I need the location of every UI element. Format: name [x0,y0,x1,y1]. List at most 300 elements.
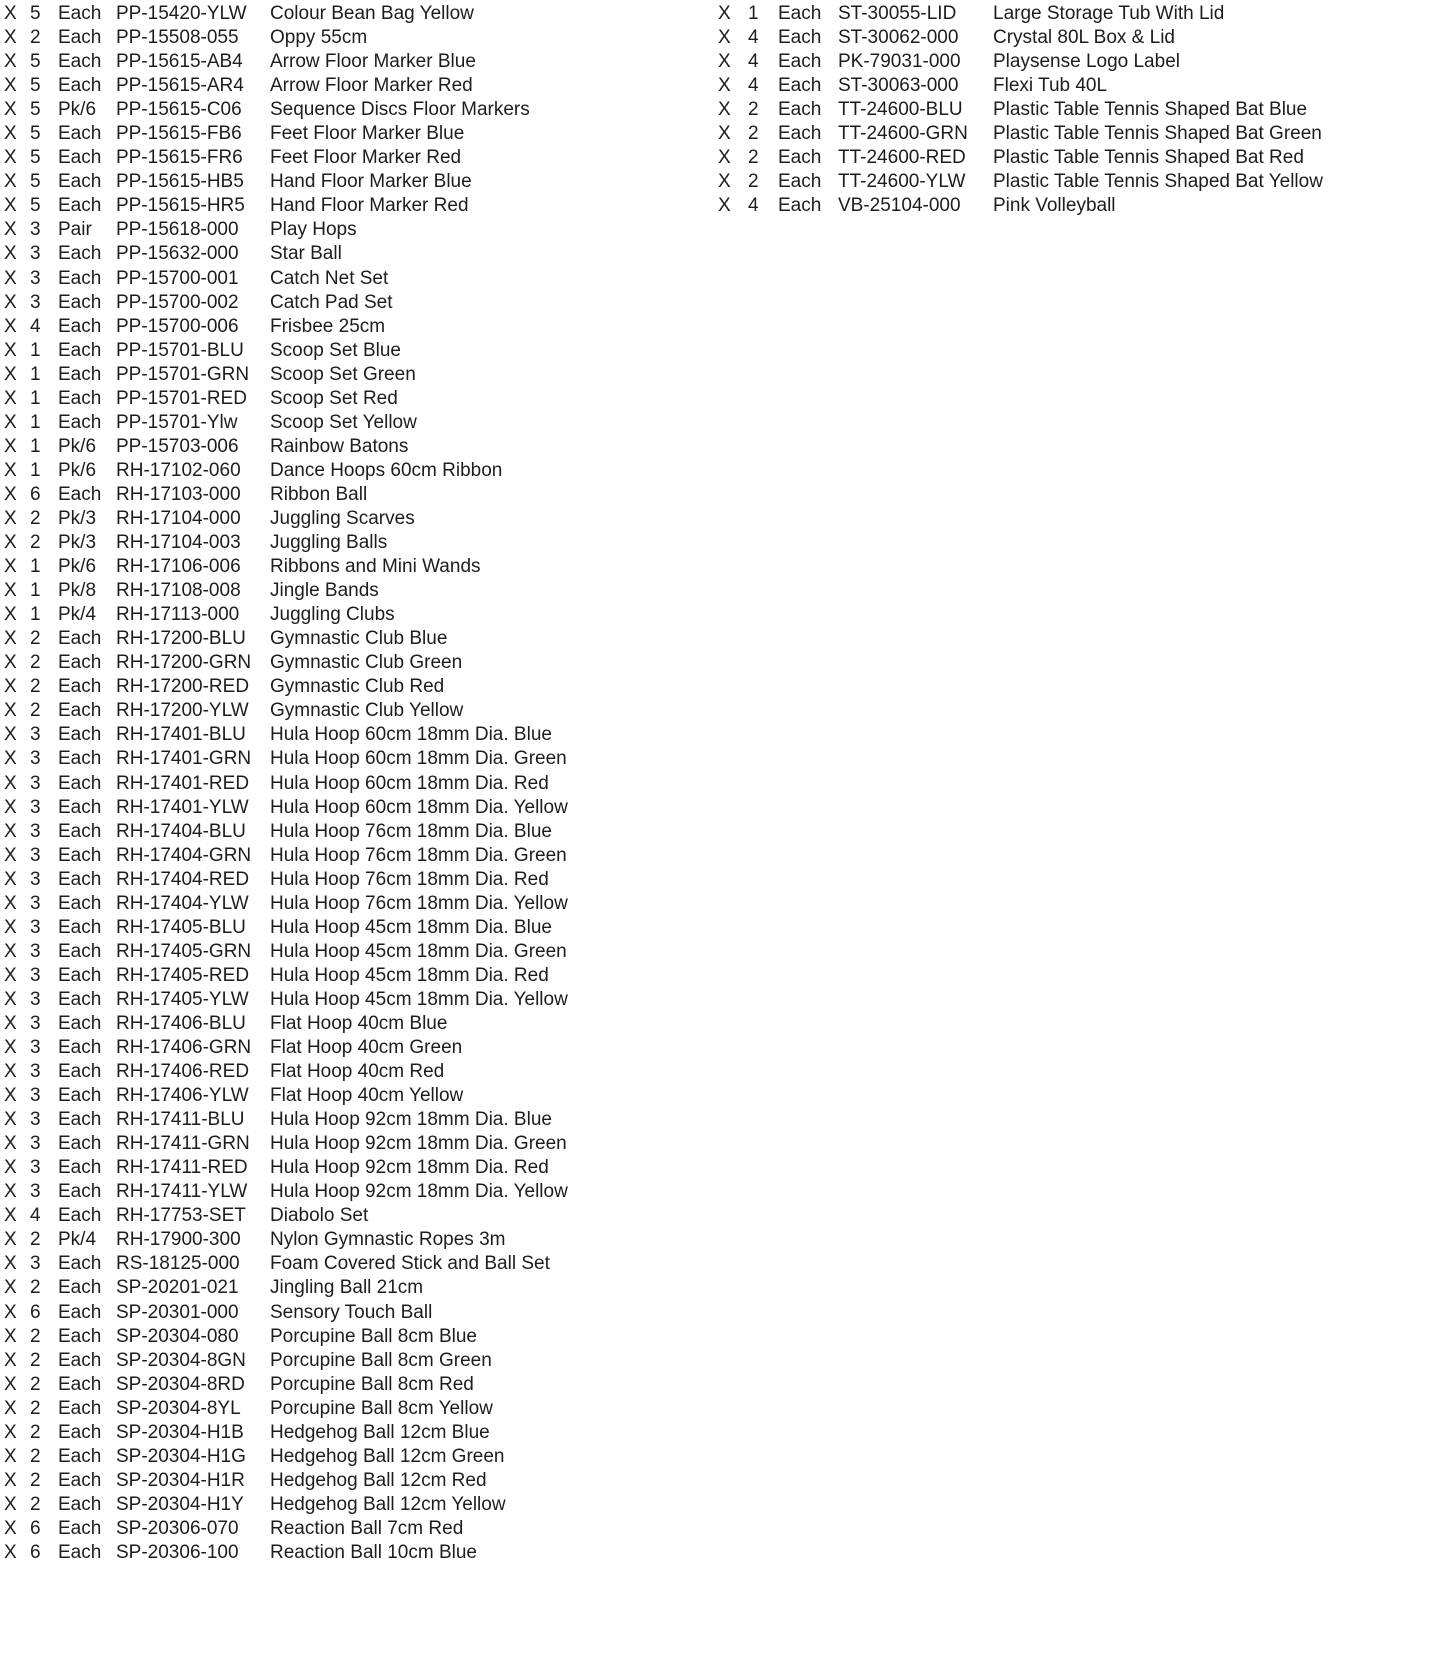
multiplier-x-mark: X [4,532,17,554]
item-unit: Each [58,1517,102,1539]
item-unit: Each [58,123,102,145]
multiplier-x-mark: X [4,796,17,818]
item-quantity: 1 [30,411,41,433]
item-quantity: 2 [748,147,759,169]
item-description: Hula Hoop 92cm 18mm Dia. Yellow [270,1181,568,1203]
multiplier-x-mark: X [4,892,17,914]
item-row [4,1469,568,1493]
item-quantity: 2 [30,1349,41,1371]
item-sku: PP-15615-FR6 [116,147,243,169]
item-sku: RH-17405-YLW [116,988,249,1010]
item-row [4,675,568,699]
item-description: Hula Hoop 92cm 18mm Dia. Green [270,1133,567,1155]
item-row [4,555,568,579]
item-row [4,988,568,1012]
item-description: Rainbow Batons [270,435,409,457]
item-row [4,627,568,651]
item-quantity: 3 [30,291,41,313]
item-sku: RH-17401-BLU [116,724,246,746]
item-unit: Pk/6 [58,556,97,578]
item-quantity: 3 [30,940,41,962]
item-sku: PP-15701-RED [116,387,247,409]
item-row [4,579,568,603]
multiplier-x-mark: X [4,483,17,505]
item-quantity: 4 [30,1205,41,1227]
item-sku: RH-17104-000 [116,507,241,529]
multiplier-x-mark: X [4,1205,17,1227]
item-description: Porcupine Ball 8cm Green [270,1349,492,1371]
multiplier-x-mark: X [718,75,731,97]
multiplier-x-mark: X [718,171,731,193]
multiplier-x-mark: X [4,411,17,433]
item-row [4,74,568,98]
item-unit: Each [58,676,102,698]
item-unit: Each [778,75,822,97]
item-unit: Pk/3 [58,507,97,529]
item-description: Pink Volleyball [993,195,1116,217]
item-unit: Each [778,123,822,145]
item-sku: SP-20201-021 [116,1277,239,1299]
item-description: Dance Hoops 60cm Ribbon [270,459,503,481]
item-unit: Each [58,483,102,505]
item-row [4,1517,568,1541]
item-sku: RH-17200-RED [116,676,250,698]
item-quantity: 3 [30,243,41,265]
item-sku: PK-79031-000 [838,51,961,73]
item-sku: RH-17404-YLW [116,892,249,914]
item-sku: PP-15615-FB6 [116,123,242,145]
item-description: Flexi Tub 40L [993,75,1108,97]
item-sku: SP-20301-000 [116,1301,239,1323]
item-unit: Each [58,1445,102,1467]
item-row [4,1156,568,1180]
multiplier-x-mark: X [4,700,17,722]
item-row [4,699,568,723]
item-quantity: 5 [30,51,41,73]
item-row [4,1541,568,1565]
item-sku: PP-15615-HB5 [116,171,244,193]
multiplier-x-mark: X [4,1469,17,1491]
item-description: Ribbons and Mini Wands [270,556,481,578]
item-description: Hedgehog Ball 12cm Yellow [270,1493,506,1515]
item-unit: Each [58,724,102,746]
multiplier-x-mark: X [4,580,17,602]
item-quantity: 3 [30,1253,41,1275]
item-sku: SP-20306-100 [116,1542,239,1563]
item-unit: Each [58,51,102,73]
item-sku: RH-17404-RED [116,868,250,890]
item-sku: PP-15615-HR5 [116,195,245,217]
item-row [4,892,568,916]
item-description: Foam Covered Stick and Ball Set [270,1253,550,1275]
item-sku: PP-15701-Ylw [116,411,238,433]
multiplier-x-mark: X [4,195,17,217]
item-row [718,194,1323,218]
item-unit: Each [58,1469,102,1491]
item-description: Hand Floor Marker Blue [270,171,472,193]
item-description: Scoop Set Blue [270,339,401,361]
item-description: Hula Hoop 60cm 18mm Dia. Yellow [270,796,568,818]
item-sku: PP-15703-006 [116,435,239,457]
item-row [4,1228,568,1252]
item-unit: Each [58,195,102,217]
item-description: Hedgehog Ball 12cm Red [270,1469,487,1491]
item-description: Ribbon Ball [270,483,368,505]
item-row [4,146,568,170]
item-quantity: 3 [30,1157,41,1179]
item-unit: Each [58,940,102,962]
item-description: Gymnastic Club Blue [270,628,448,650]
item-unit: Each [778,27,822,49]
item-list-right-column [718,2,1323,218]
item-row [4,844,568,868]
multiplier-x-mark: X [4,267,17,289]
item-quantity: 6 [30,1301,41,1323]
multiplier-x-mark: X [4,459,17,481]
multiplier-x-mark: X [4,964,17,986]
item-unit: Each [58,916,102,938]
item-sku: PP-15700-006 [116,315,239,337]
item-description: Flat Hoop 40cm Red [270,1061,445,1083]
item-description: Gymnastic Club Yellow [270,700,464,722]
multiplier-x-mark: X [4,628,17,650]
item-description: Hula Hoop 76cm 18mm Dia. Green [270,844,567,866]
multiplier-x-mark: X [4,772,17,794]
item-description: Gymnastic Club Red [270,676,445,698]
item-quantity: 2 [30,1325,41,1347]
item-description: Star Ball [270,243,342,265]
item-quantity: 3 [30,219,41,241]
multiplier-x-mark: X [4,1012,17,1034]
item-unit: Each [58,820,102,842]
item-unit: Each [58,1133,102,1155]
item-description: Play Hops [270,219,357,241]
multiplier-x-mark: X [4,1253,17,1275]
item-row [4,868,568,892]
multiplier-x-mark: X [4,291,17,313]
multiplier-x-mark: X [4,676,17,698]
item-sku: PP-15420-YLW [116,3,247,24]
item-quantity: 2 [30,700,41,722]
multiplier-x-mark: X [4,219,17,241]
item-description: Hedgehog Ball 12cm Green [270,1445,505,1467]
item-description: Catch Pad Set [270,291,393,313]
item-sku: TT-24600-BLU [838,99,963,121]
item-row [4,1397,568,1421]
item-row [4,1012,568,1036]
multiplier-x-mark: X [4,435,17,457]
item-quantity: 4 [30,315,41,337]
item-row [718,170,1323,194]
item-quantity: 4 [748,27,759,49]
multiplier-x-mark: X [4,1085,17,1107]
multiplier-x-mark: X [4,1397,17,1419]
item-sku: TT-24600-YLW [838,171,966,193]
item-unit: Each [58,868,102,890]
multiplier-x-mark: X [4,652,17,674]
item-description: Porcupine Ball 8cm Yellow [270,1397,493,1419]
item-sku: SP-20304-8YL [116,1397,241,1419]
item-quantity: 1 [30,459,41,481]
item-description: Arrow Floor Marker Blue [270,51,476,73]
item-quantity: 4 [748,75,759,97]
item-row [4,916,568,940]
item-row [4,1180,568,1204]
item-unit: Each [778,195,822,217]
item-sku: TT-24600-RED [838,147,966,169]
item-row [4,747,568,771]
item-quantity: 2 [30,1277,41,1299]
item-row [718,2,1323,26]
item-unit: Pair [58,219,92,241]
item-quantity: 5 [30,123,41,145]
item-unit: Pk/6 [58,435,97,457]
item-quantity: 3 [30,1061,41,1083]
item-quantity: 4 [748,51,759,73]
item-unit: Each [58,315,102,337]
item-unit: Each [58,844,102,866]
item-row [718,26,1323,50]
item-description: Nylon Gymnastic Ropes 3m [270,1229,506,1251]
item-description: Hula Hoop 92cm 18mm Dia. Red [270,1157,549,1179]
item-sku: PP-15700-002 [116,291,239,313]
item-sku: RH-17406-YLW [116,1085,249,1107]
item-quantity: 5 [30,99,41,121]
item-description: Scoop Set Yellow [270,411,417,433]
item-quantity: 2 [30,1445,41,1467]
item-unit: Each [58,1061,102,1083]
item-description: Playsense Logo Label [993,51,1180,73]
multiplier-x-mark: X [4,99,17,121]
item-description: Reaction Ball 10cm Blue [270,1542,477,1563]
item-description: Feet Floor Marker Blue [270,123,465,145]
item-description: Juggling Scarves [270,507,415,529]
multiplier-x-mark: X [4,988,17,1010]
multiplier-x-mark: X [4,916,17,938]
multiplier-x-mark: X [4,868,17,890]
item-row [4,411,568,435]
item-sku: SP-20306-070 [116,1517,239,1539]
item-sku: SP-20304-080 [116,1325,239,1347]
item-quantity: 2 [30,1493,41,1515]
item-quantity: 2 [30,27,41,49]
item-unit: Each [58,700,102,722]
multiplier-x-mark: X [4,1493,17,1515]
item-sku: RH-17200-BLU [116,628,246,650]
item-unit: Pk/6 [58,459,97,481]
item-sku: SP-20304-H1G [116,1445,246,1467]
multiplier-x-mark: X [4,1133,17,1155]
item-sku: RH-17106-006 [116,556,241,578]
multiplier-x-mark: X [4,604,17,626]
item-sku: RH-17200-YLW [116,700,249,722]
item-quantity: 6 [30,1542,41,1563]
multiplier-x-mark: X [4,75,17,97]
item-row [4,339,568,363]
item-unit: Pk/8 [58,580,97,602]
item-sku: RH-17406-RED [116,1061,250,1083]
multiplier-x-mark: X [4,748,17,770]
multiplier-x-mark: X [718,3,731,24]
item-row [718,146,1323,170]
item-unit: Each [778,99,822,121]
item-unit: Each [58,147,102,169]
item-quantity: 2 [30,1421,41,1443]
item-row [4,1421,568,1445]
item-unit: Each [778,3,822,24]
item-description: Hula Hoop 92cm 18mm Dia. Blue [270,1109,552,1131]
item-unit: Each [58,1421,102,1443]
item-sku: TT-24600-GRN [838,123,968,145]
multiplier-x-mark: X [4,1277,17,1299]
item-row [4,651,568,675]
item-row [4,242,568,266]
item-row [4,194,568,218]
item-row [4,315,568,339]
multiplier-x-mark: X [4,1325,17,1347]
item-sku: RH-17108-008 [116,580,241,602]
item-row [4,435,568,459]
item-sku: RH-17900-300 [116,1229,241,1251]
item-row [4,291,568,315]
item-description: Catch Net Set [270,267,389,289]
item-sku: PP-15615-AB4 [116,51,243,73]
item-quantity: 2 [30,507,41,529]
item-unit: Each [58,339,102,361]
multiplier-x-mark: X [4,1445,17,1467]
item-sku: RH-17406-BLU [116,1012,246,1034]
item-row [4,1108,568,1132]
item-quantity: 2 [30,652,41,674]
item-quantity: 2 [30,628,41,650]
item-unit: Each [58,1325,102,1347]
item-description: Feet Floor Marker Red [270,147,462,169]
item-description: Jingling Ball 21cm [270,1277,424,1299]
item-quantity: 5 [30,171,41,193]
item-row [4,1084,568,1108]
item-unit: Each [58,628,102,650]
item-row [718,74,1323,98]
item-description: Sequence Discs Floor Markers [270,99,530,121]
item-quantity: 5 [30,147,41,169]
item-description: Juggling Balls [270,532,388,554]
item-unit: Each [58,796,102,818]
item-sku: RH-17404-GRN [116,844,252,866]
item-quantity: 3 [30,1181,41,1203]
item-unit: Each [58,267,102,289]
item-unit: Pk/6 [58,99,97,121]
item-unit: Each [58,1037,102,1059]
item-list-left-column [4,2,568,1565]
item-unit: Each [58,1542,102,1563]
multiplier-x-mark: X [4,724,17,746]
item-description: Hedgehog Ball 12cm Blue [270,1421,490,1443]
item-row [4,459,568,483]
item-description: Hula Hoop 45cm 18mm Dia. Red [270,964,549,986]
item-unit: Each [58,772,102,794]
item-description: Scoop Set Green [270,363,416,385]
item-sku: SP-20304-H1R [116,1469,245,1491]
multiplier-x-mark: X [4,171,17,193]
item-sku: RH-17401-YLW [116,796,249,818]
item-row [4,772,568,796]
item-quantity: 1 [30,604,41,626]
multiplier-x-mark: X [4,387,17,409]
item-unit: Each [58,387,102,409]
item-sku: RH-17104-003 [116,532,241,554]
item-row [4,1060,568,1084]
item-description: Hula Hoop 76cm 18mm Dia. Yellow [270,892,568,914]
item-unit: Each [58,748,102,770]
item-quantity: 2 [30,1373,41,1395]
item-sku: RH-17401-GRN [116,748,252,770]
item-row [4,964,568,988]
item-row [718,50,1323,74]
item-sku: RH-17103-000 [116,483,241,505]
multiplier-x-mark: X [4,3,17,24]
item-row [4,1204,568,1228]
item-unit: Pk/3 [58,532,97,554]
item-quantity: 1 [30,435,41,457]
item-row [4,723,568,747]
item-unit: Each [58,1397,102,1419]
item-sku: RH-17200-GRN [116,652,252,674]
item-unit: Pk/4 [58,604,97,626]
item-quantity: 5 [30,195,41,217]
item-sku: RH-17401-RED [116,772,250,794]
item-description: Flat Hoop 40cm Blue [270,1012,448,1034]
item-unit: Each [58,363,102,385]
item-row [4,1445,568,1469]
item-description: Hula Hoop 76cm 18mm Dia. Blue [270,820,552,842]
item-sku: SP-20304-8GN [116,1349,246,1371]
item-quantity: 4 [748,195,759,217]
item-row [4,170,568,194]
multiplier-x-mark: X [4,315,17,337]
item-row [4,2,568,26]
item-sku: RH-17102-060 [116,459,241,481]
multiplier-x-mark: X [4,27,17,49]
multiplier-x-mark: X [4,940,17,962]
item-description: Scoop Set Red [270,387,398,409]
multiplier-x-mark: X [4,243,17,265]
item-unit: Each [58,171,102,193]
item-quantity: 5 [30,75,41,97]
item-quantity: 3 [30,868,41,890]
item-sku: RH-17753-SET [116,1205,246,1227]
item-description: Plastic Table Tennis Shaped Bat Red [993,147,1304,169]
item-sku: PP-15701-GRN [116,363,250,385]
item-sku: ST-30062-000 [838,27,959,49]
item-quantity: 1 [748,3,759,24]
item-quantity: 2 [30,676,41,698]
item-row [4,1325,568,1349]
item-quantity: 2 [30,1469,41,1491]
item-unit: Each [778,51,822,73]
item-sku: RH-17113-000 [116,604,240,626]
item-description: Plastic Table Tennis Shaped Bat Green [993,123,1322,145]
item-unit: Each [58,964,102,986]
item-quantity: 1 [30,580,41,602]
multiplier-x-mark: X [4,147,17,169]
item-unit: Each [58,1253,102,1275]
item-sku: VB-25104-000 [838,195,961,217]
item-description: Porcupine Ball 8cm Blue [270,1325,477,1347]
item-quantity: 1 [30,339,41,361]
item-sku: SP-20304-H1Y [116,1493,244,1515]
item-description: Hula Hoop 60cm 18mm Dia. Red [270,772,549,794]
item-row [4,363,568,387]
